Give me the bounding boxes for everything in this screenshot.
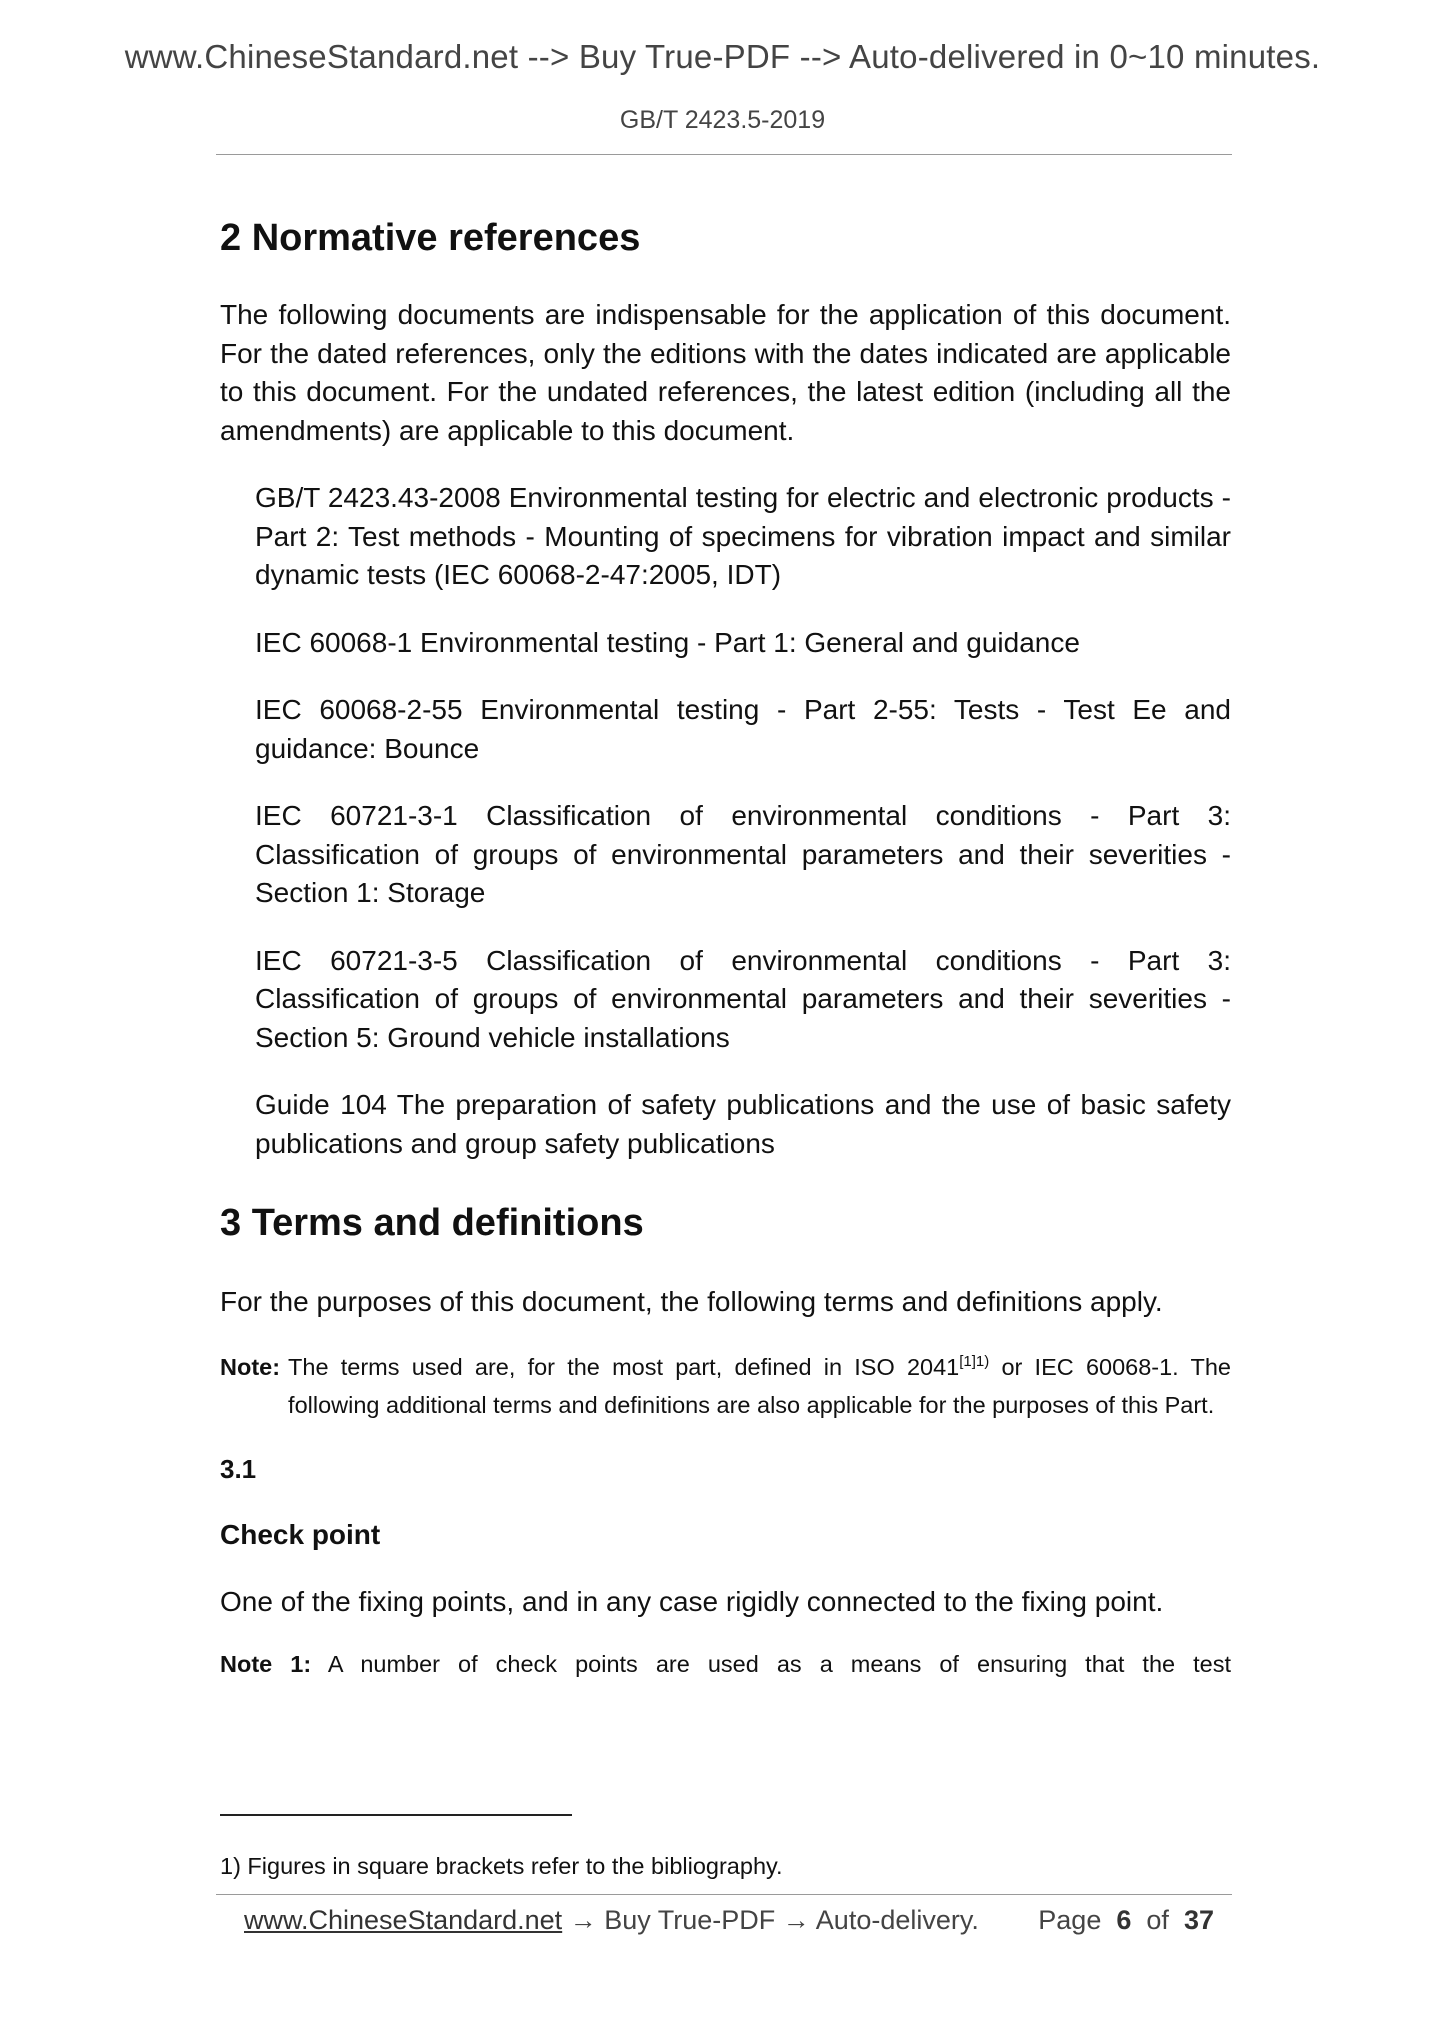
note-1-text: A number of check points are used as a means of ensuring that the test: [327, 1651, 1231, 1677]
note-label: Note:: [220, 1353, 281, 1380]
header-banner: www.ChineseStandard.net --> Buy True-PDF --> Auto-delivered in 0~10 minutes.: [124, 38, 1321, 75]
reference-item: IEC 60068-2-55 Environmental testing - Part 2-55: Tests - Test Ee and guidance: Bounce: [255, 694, 1231, 764]
header-divider: [216, 154, 1232, 155]
section-3-heading: 3 Terms and definitions: [220, 1202, 644, 1244]
arrow-icon: →: [782, 1905, 810, 1935]
reference-item: GB/T 2423.43-2008 Environmental testing for electric and electronic products - Part 2: Test methods - Mounting of specimens for vibration impact and similar dynamic tests (IEC 60068-2-47:2005, IDT): [255, 482, 1231, 590]
standard-number: GB/T 2423.5-2019: [619, 106, 826, 134]
footer-link[interactable]: www.ChineseStandard.net: [244, 1905, 563, 1935]
reference-item: IEC 60721-3-1 Classification of environmental conditions - Part 3: Classification of groups of environmental parameters and their severities - Section 1: Storage: [255, 800, 1231, 908]
page-content: [220, 212, 1231, 1683]
reference-item: IEC 60721-3-5 Classification of environmental conditions - Part 3: Classification of groups of environmental parameters and their severities - Section 5: Ground vehicle installations: [255, 944, 1231, 1053]
page-number: Page 6 of 37: [1038, 1905, 1214, 1935]
page-footer: [244, 1905, 1214, 1936]
term-number: 3.1: [220, 1453, 257, 1484]
current-page: 6: [1116, 1905, 1132, 1935]
section-2-heading: 2 Normative references: [220, 217, 641, 259]
footer-delivery: Auto-delivery.: [815, 1905, 979, 1935]
section-2-intro: The following documents are indispensable for the application of this document. For the dated references, only the editions with the dates indicated are applicable to this document. For the undated references, the latest edition (including all the amendments) are applicable to this document.: [220, 299, 1231, 446]
note-1-label: Note 1:: [220, 1651, 312, 1677]
reference-item: Guide 104 The preparation of safety publications and the use of basic safety publications and group safety publications: [255, 1089, 1231, 1159]
footnote-reference: [1]1): [959, 1352, 990, 1370]
term-definition: One of the fixing points, and in any case rigidly connected to the fixing point.: [220, 1585, 1164, 1617]
total-pages: 37: [1183, 1905, 1214, 1935]
term-name: Check point: [220, 1519, 381, 1550]
footer-divider: [216, 1894, 1232, 1895]
section-3-intro: For the purposes of this document, the following terms and definitions apply.: [220, 1286, 1163, 1317]
note-text: The terms used are, for the most part, defined in ISO $2041^{[1]1)}$ or IEC 60068-1. The following additional terms and definitions are also applicable for the purposes of this Part.: [288, 1352, 1231, 1418]
reference-item: IEC 60068-1 Environmental testing - Part 1: General and guidance: [255, 626, 1080, 658]
terms-note: [220, 1348, 1231, 1424]
footnote-separator: [220, 1814, 572, 1816]
arrow-icon: →: [569, 1905, 597, 1935]
term-note-1: [220, 1645, 1231, 1683]
footer-buy: Buy True-PDF: [604, 1905, 776, 1935]
footnote: 1) Figures in square brackets refer to the bibliography.: [220, 1853, 783, 1879]
